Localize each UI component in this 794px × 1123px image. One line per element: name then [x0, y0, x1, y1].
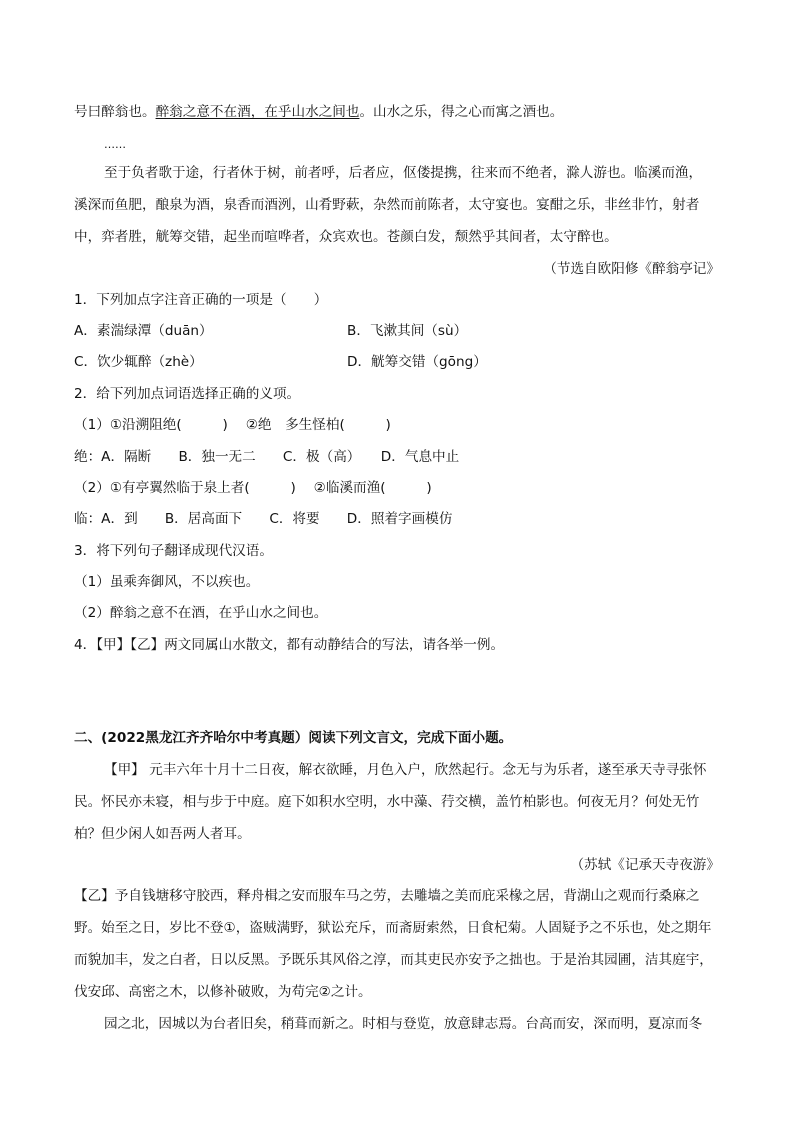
passage-line: 溪深而鱼肥，酿泉为酒，泉香而酒洌，山肴野蔌，杂然而前陈者，太守宴也。宴酣之乐，非丝非竹，射者: [74, 197, 700, 213]
passage-line: [74, 103, 563, 121]
question-2-2-options: 临：A．到 B．居高面下 C．将要 D．照着字画模仿: [74, 511, 453, 527]
option-b: B．飞漱其间（sù）: [347, 323, 468, 339]
option-c: C．饮少辄醉（zhè）: [74, 354, 203, 370]
passage-line: 【乙】予自钱塘移守胶西，释舟楫之安而服车马之劳，去雕墙之美而庇采椽之居，背湖山之观而行桑麻之: [74, 888, 700, 904]
text-run: 。山水之乐，得之心而寓之酒也。: [359, 104, 564, 120]
ellipsis: ……: [104, 138, 126, 151]
passage-line: 野。始至之日，岁比不登①，盗贼满野，狱讼充斥，而斋厨索然，日食杞菊。人固疑予之不乐也，处之期年: [74, 920, 712, 936]
source-citation: （节选自欧阳修《醉翁亭记》: [543, 261, 720, 277]
passage-line: 中，弈者胜，觥筹交错，起坐而喧哗者，众宾欢也。苍颜白发，颓然乎其间者，太守醉也。: [74, 229, 618, 245]
passage-line: 伐安邱、高密之木，以修补破败，为苟完②之计。: [74, 984, 372, 1000]
question-3: 3．将下列句子翻译成现代汉语。: [74, 543, 273, 559]
underlined-sentence: 醉翁之意不在酒，在乎山水之间也: [155, 104, 360, 120]
question-2-2: （2）①有亭翼然临于泉上者( ) ②临溪而渔( ): [74, 480, 432, 496]
question-3-2: （2）醉翁之意不在酒，在乎山水之间也。: [74, 605, 328, 621]
source-citation: （苏轼《记承天寺夜游》: [570, 857, 720, 873]
question-2-1: （1）①沿溯阻绝( ) ②绝 多生怪柏( ): [74, 417, 391, 433]
section-heading: 二、(2022黑龙江齐齐哈尔中考真题）阅读下列文言文，完成下面小题。: [74, 730, 513, 746]
passage-line: 至于负者歌于途，行者休于树，前者呼，后者应，伛偻提携，往来而不绝者，滁人游也。临溪而渔，: [104, 165, 703, 181]
passage-line: 园之北，因城以为台者旧矣，稍葺而新之。时相与登览，放意肆志焉。台高而安，深而明，夏凉而冬: [104, 1016, 703, 1032]
passage-line: 民。怀民亦未寝，相与步于中庭。庭下如积水空明，水中藻、荇交横，盖竹柏影也。何夜无月？何处无竹: [74, 794, 700, 810]
option-d: D．觥筹交错（gōng）: [347, 354, 487, 370]
question-3-1: （1）虽乘奔御风，不以疾也。: [74, 574, 260, 590]
question-2: 2．给下列加点词语选择正确的义项。: [74, 386, 301, 402]
question-4: 4．【甲】【乙】两文同属山水散文，都有动静结合的写法，请各举一例。: [74, 637, 505, 653]
passage-line: 而貌加丰，发之白者，日以反黑。予既乐其风俗之淳，而其吏民亦安予之拙也。于是治其园圃，洁其庭宇，: [74, 952, 713, 968]
passage-line: 【甲】 元丰六年十月十二日夜，解衣欲睡，月色入户，欣然起行。念无与为乐者，遂至承天寺寻张怀: [104, 762, 707, 778]
passage-line: 柏？但少闲人如吾两人者耳。: [74, 826, 251, 842]
question-1: 1．下列加点字注音正确的一项是（ ）: [74, 292, 328, 308]
option-a: A．素湍绿潭（duān）: [74, 323, 213, 339]
question-2-1-options: 绝：A．隔断 B．独一无二 C．极（高） D．气息中止: [74, 449, 460, 465]
text-run: 号曰醉翁也。: [74, 104, 156, 120]
